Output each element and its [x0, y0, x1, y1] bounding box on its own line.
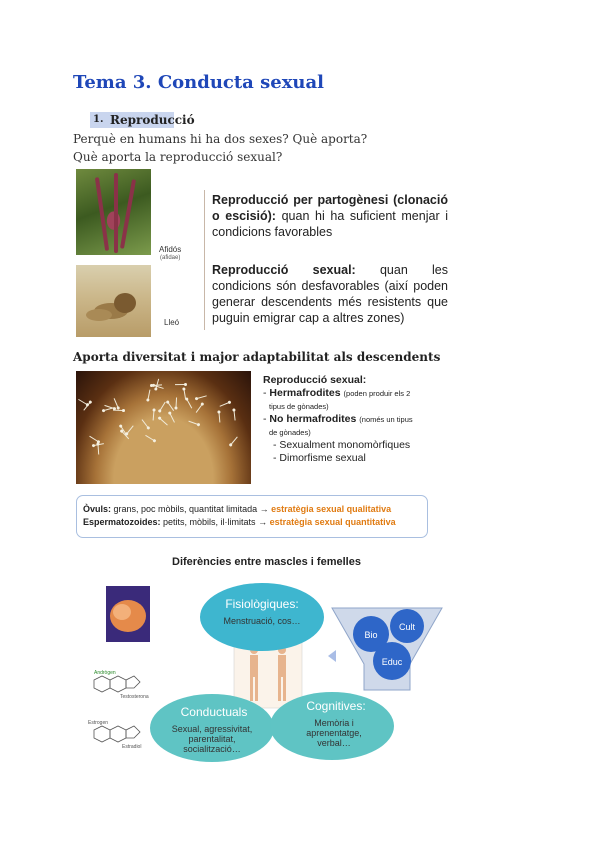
conductuals-text-3: socialització…: [183, 744, 241, 754]
testosterone-label: Testosterona: [120, 694, 149, 700]
sperm-line: Espermatozoides: petits, mòbils, il·limitats → estratègia sexual quantitativa: [83, 517, 396, 527]
egg-sperm-photo: [76, 371, 251, 484]
figure-divider: [204, 190, 205, 330]
conductuals-title: Conductuals: [180, 705, 248, 719]
sperm-mark: [147, 390, 150, 400]
sperm-mark: [168, 402, 175, 411]
cognitives-text-1: Memòria i: [314, 718, 354, 728]
sperm-mark: [159, 418, 167, 425]
embryo-image: [106, 586, 150, 642]
conductuals-text-2: parentalitat,: [188, 734, 236, 744]
sperm-mark: [231, 436, 238, 444]
conductuals-text-1: Sexual, agressivitat,: [171, 724, 253, 734]
sperm-mark: [186, 399, 192, 408]
fisiologiques-title: Fisiològiques:: [225, 597, 299, 611]
estradiol-label: Estradiol: [122, 744, 142, 750]
sperm-mark: [175, 384, 185, 385]
conductuals-ellipse: [150, 694, 274, 762]
fisiologiques-text: Menstruació, cos…: [223, 616, 301, 626]
aphid-caption: Afidós: [159, 245, 182, 254]
estrogen-structure: [94, 726, 140, 742]
sperm-mark: [78, 399, 87, 405]
androgen-label: Andrògen: [94, 670, 116, 676]
aphid-photo: [76, 169, 151, 255]
sperm-mark: [196, 404, 203, 413]
sperm-mark: [233, 411, 235, 421]
sperm-mark: [126, 425, 133, 433]
section-heading: Reproducció: [110, 113, 195, 127]
sperm-mark: [89, 435, 98, 441]
funnel-graphic: [332, 608, 442, 690]
cognitives-ellipse: [270, 692, 394, 760]
sperm-mark: [183, 389, 186, 399]
differences-diagram: [74, 572, 524, 772]
sperm-mark: [146, 435, 155, 441]
ovuls-line: Òvuls: grans, poc mòbils, quantitat limitada → estratègia sexual qualitativa: [83, 504, 392, 514]
question-2: Què aporta la reproducció sexual?: [73, 150, 283, 164]
sperm-mark: [160, 401, 166, 410]
aphid-caption-sub: (afidae): [160, 255, 181, 261]
funnel-cult-label: Cult: [398, 622, 416, 632]
funnel-educ-label: Educ: [381, 657, 403, 667]
sperm-mark: [176, 398, 178, 408]
gametes-box: [76, 495, 428, 538]
left-arrow-icon: [328, 650, 336, 662]
sperm-mark: [141, 419, 148, 428]
reproduction-list: Reproducció sexual: - Hermafrodites (poden produir els 2 tipus de gònades) - No hermafrodites (només un tipus de gònades) - Sexualment monomòrfiques - Dimorfisme sexual: [263, 374, 413, 464]
page-title: Tema 3. Conducta sexual: [73, 72, 325, 93]
androgen-structure: [94, 676, 140, 692]
sperm-mark: [170, 413, 175, 422]
question-1: Perquè en humans hi ha dos sexes? Què aporta?: [73, 132, 368, 146]
sperm-mark: [218, 412, 220, 422]
lion-photo: [76, 265, 151, 337]
sperm-mark: [220, 402, 230, 407]
differences-title: Diferències entre mascles i femelles: [172, 556, 361, 568]
section-number: 1.: [93, 114, 104, 125]
sperm-mark: [97, 444, 99, 454]
cognitives-title: Cognitives:: [306, 699, 366, 713]
sexual-reproduction-text: Reproducció sexual: quan les condicions són desfavorables (així poden generar descendents més resistents que puguin emigrar cap a altres zones): [212, 263, 449, 325]
estrogen-label: Estrogen: [88, 720, 109, 726]
sperm-mark: [152, 410, 154, 420]
cognitives-text-2: aprenentatge,: [306, 728, 362, 738]
funnel-bio-label: Bio: [364, 630, 378, 640]
sperm-mark: [189, 420, 199, 424]
lion-caption: Lleó: [164, 318, 180, 327]
cognitives-text-3: verbal…: [317, 738, 351, 748]
parthenogenesis-text: Reproducció per partogènesi (clonació o escisió): quan hi ha suficient menjar i condicions favorables: [212, 193, 449, 239]
sperm-mark: [196, 395, 206, 399]
sperm-mark: [114, 398, 119, 408]
aporta-heading: Aporta diversitat i major adaptabilitat als descendents: [73, 350, 441, 364]
fisiologiques-ellipse: [200, 583, 324, 651]
human-figures: [234, 642, 302, 708]
